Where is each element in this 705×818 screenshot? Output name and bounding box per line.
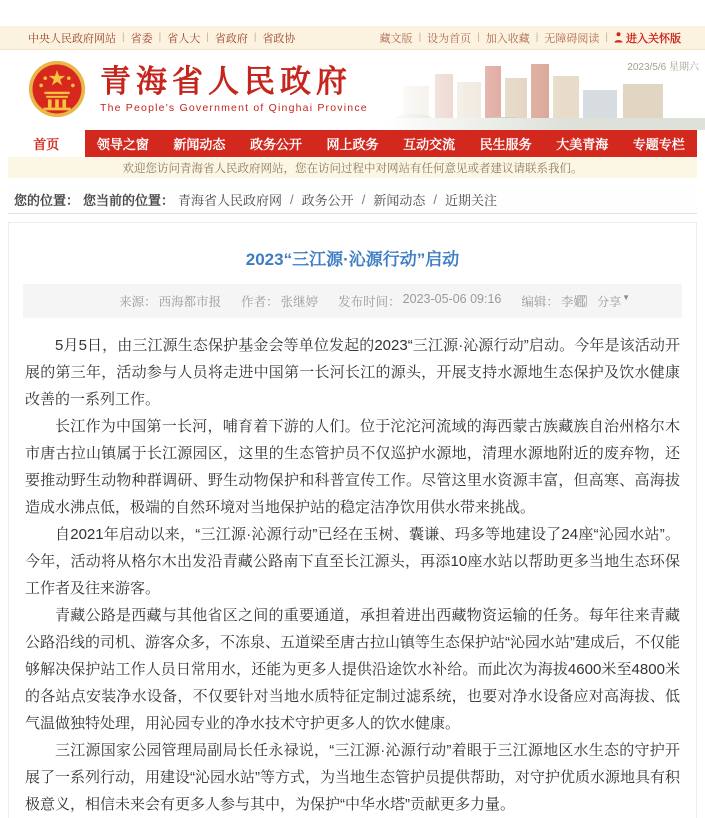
link-set-homepage[interactable]: 设为首页	[427, 32, 472, 45]
nav-item-news[interactable]: 新闻动态	[173, 137, 226, 152]
share-button[interactable]	[597, 293, 630, 310]
site-brand[interactable]	[28, 60, 368, 118]
nav-item-beautiful-qinghai[interactable]: 大美青海	[556, 137, 609, 152]
topbar-right-links	[380, 30, 681, 46]
article-paragraph: 长江作为中国第一长河，哺育着下游的人们。位于沱沱河流域的海西蒙古族藏族自治州格尔木市唐古拉山镇属于长江源园区，这里的生态管护员不仅巡护水源地，清理水源地附近的废弃物，还要推动野生动物种群调研、野生动物保护和科普宣传工作。尽管这里水资源丰富，但高寒、高海拔造成水沸点低，极端的自然环境对当地保护站的稳定洁净饮用供水带来挑战。	[25, 418, 680, 516]
welcome-text: 欢迎您访问青海省人民政府网站，您在访问过程中对网站有任何意见或者建议请联系我们。	[122, 162, 583, 175]
separator: |	[535, 32, 539, 43]
article-paragraph: 青藏公路是西藏与其他省区之间的重要通道，承担着进出西藏物资运输的任务。每年往来青藏公路沿线的司机、游客众多，不冻泉、五道梁至唐古拉山镇等生态保护站“沁园水站”建成后，不仅能够解决保护站工作人员日常用水，还能为更多人提供沿途饮水补给。而此次为海拔4600米至4800米的各站点安装净水设备，不仅要针对当地水质特征定制过滤系统，也要对净水设备应对高海拔、低气温做独特处理，用沁园专业的净水技术守护更多人的饮水健康。	[25, 607, 680, 732]
meta-editor-label: 编辑：	[521, 295, 559, 309]
topbar-left-links	[28, 30, 295, 46]
article-body	[23, 318, 682, 818]
article-container	[8, 222, 697, 818]
breadcrumb-item-news[interactable]: 新闻动态	[373, 192, 426, 208]
breadcrumb-separator: /	[433, 191, 437, 207]
site-title-block	[100, 65, 368, 114]
meta-source	[119, 292, 221, 310]
breadcrumb-label: 您当前的位置：	[83, 192, 175, 208]
nav-item-special-topics[interactable]: 专题专栏	[632, 137, 685, 152]
article-paragraph: 5月5日，由三江源生态保护基金会等单位发起的2023“三江源·沁源行动”启动。今年是该活动开展的第三年，活动参与人员将走进中国第一长河长江的源头，开展支持水源地生态保护及饮水健康改善的一系列工作。	[25, 337, 680, 408]
meta-author-label: 作者：	[241, 295, 279, 309]
care-mode-link[interactable]	[614, 30, 681, 46]
meta-editor-value: 李娜	[560, 295, 586, 309]
main-nav	[8, 130, 697, 157]
meta-pubtime	[338, 292, 501, 310]
separator: |	[253, 32, 257, 43]
separator: |	[605, 32, 608, 43]
link-provincial-committee[interactable]: 省委	[130, 32, 153, 45]
nav-item-leaders[interactable]: 领导之窗	[96, 137, 149, 152]
breadcrumb-item-recent-focus[interactable]: 近期关注	[444, 192, 497, 208]
meta-author	[241, 292, 318, 310]
care-mode-label[interactable]: 进入关怀版	[626, 32, 681, 45]
nav-item-online-services[interactable]: 网上政务	[326, 137, 379, 152]
breadcrumb	[8, 185, 697, 214]
nav-item-home[interactable]: 首页	[8, 130, 85, 157]
meta-author-value: 张继婷	[280, 295, 319, 309]
site-subtitle: The People's Government of Qinghai Province	[100, 101, 368, 114]
link-add-favorites[interactable]: 加入收藏	[485, 32, 530, 45]
print-icon[interactable]	[577, 295, 587, 307]
share-label: 分享	[597, 294, 622, 309]
link-tibetan-version[interactable]: 藏文版	[379, 32, 413, 45]
site-title: 青海省人民政府	[100, 63, 352, 99]
article-paragraph: 自2021年启动以来，“三江源·沁源行动”已经在玉树、囊谦、玛多等地建设了24座“沁园水站”。今年，活动将从格尔木出发沿青藏公路南下直至长江源头，再添10座水站以帮助更多当地生态环保工作者及往来游客。	[25, 526, 680, 597]
separator: |	[158, 32, 162, 43]
link-provincial-cppcc[interactable]: 省政协	[262, 32, 296, 45]
meta-source-value: 西海都市报	[158, 295, 222, 309]
meta-source-label: 来源：	[119, 295, 157, 309]
link-provincial-government[interactable]: 省政府	[214, 32, 248, 45]
breadcrumb-item-gov-affairs[interactable]: 政务公开	[301, 192, 354, 208]
meta-pubtime-value: 2023-05-06 09:16	[402, 292, 502, 306]
national-emblem-logo	[28, 60, 86, 118]
breadcrumb-separator: /	[290, 191, 294, 207]
nav-item-interaction[interactable]: 互动交流	[403, 137, 456, 152]
nav-item-livelihood[interactable]: 民生服务	[479, 137, 532, 152]
separator: |	[418, 32, 422, 43]
link-accessibility[interactable]: 无障碍阅读	[544, 32, 600, 45]
separator: |	[477, 32, 480, 43]
breadcrumb-item-home[interactable]: 青海省人民政府网	[178, 192, 283, 208]
person-icon	[614, 32, 623, 43]
breadcrumb-separator: /	[361, 191, 366, 207]
chevron-down-icon: ▼	[622, 292, 630, 302]
separator: |	[122, 32, 125, 43]
header-date: 2023/5/6 星期六	[627, 62, 699, 73]
welcome-strip	[8, 157, 697, 178]
article-tools	[577, 284, 630, 318]
nav-item-gov-affairs[interactable]: 政务公开	[249, 137, 302, 152]
article-title: 2023“三江源·沁源行动”启动	[245, 250, 460, 269]
site-header	[0, 50, 705, 130]
top-utility-bar	[0, 26, 705, 50]
link-central-gov[interactable]: 中央人民政府网站	[28, 32, 116, 45]
breadcrumb-prefix: 您的位置：	[14, 192, 80, 208]
article-paragraph: 三江源国家公园管理局副局长任永禄说，“三江源·沁源行动”着眼于三江源地区水生态的守护开展了一系列行动，用建设“沁园水站”等方式，为当地生态管护员提供帮助，对守护优质水源地具有积极意义，相信未来会有更多人参与其中，为保护“中华水塔”贡献更多力量。	[25, 742, 680, 813]
meta-pubtime-label: 发布时间：	[338, 295, 401, 309]
article-meta-bar	[23, 284, 682, 318]
link-provincial-congress[interactable]: 省人大	[167, 32, 201, 45]
separator: |	[206, 32, 209, 43]
